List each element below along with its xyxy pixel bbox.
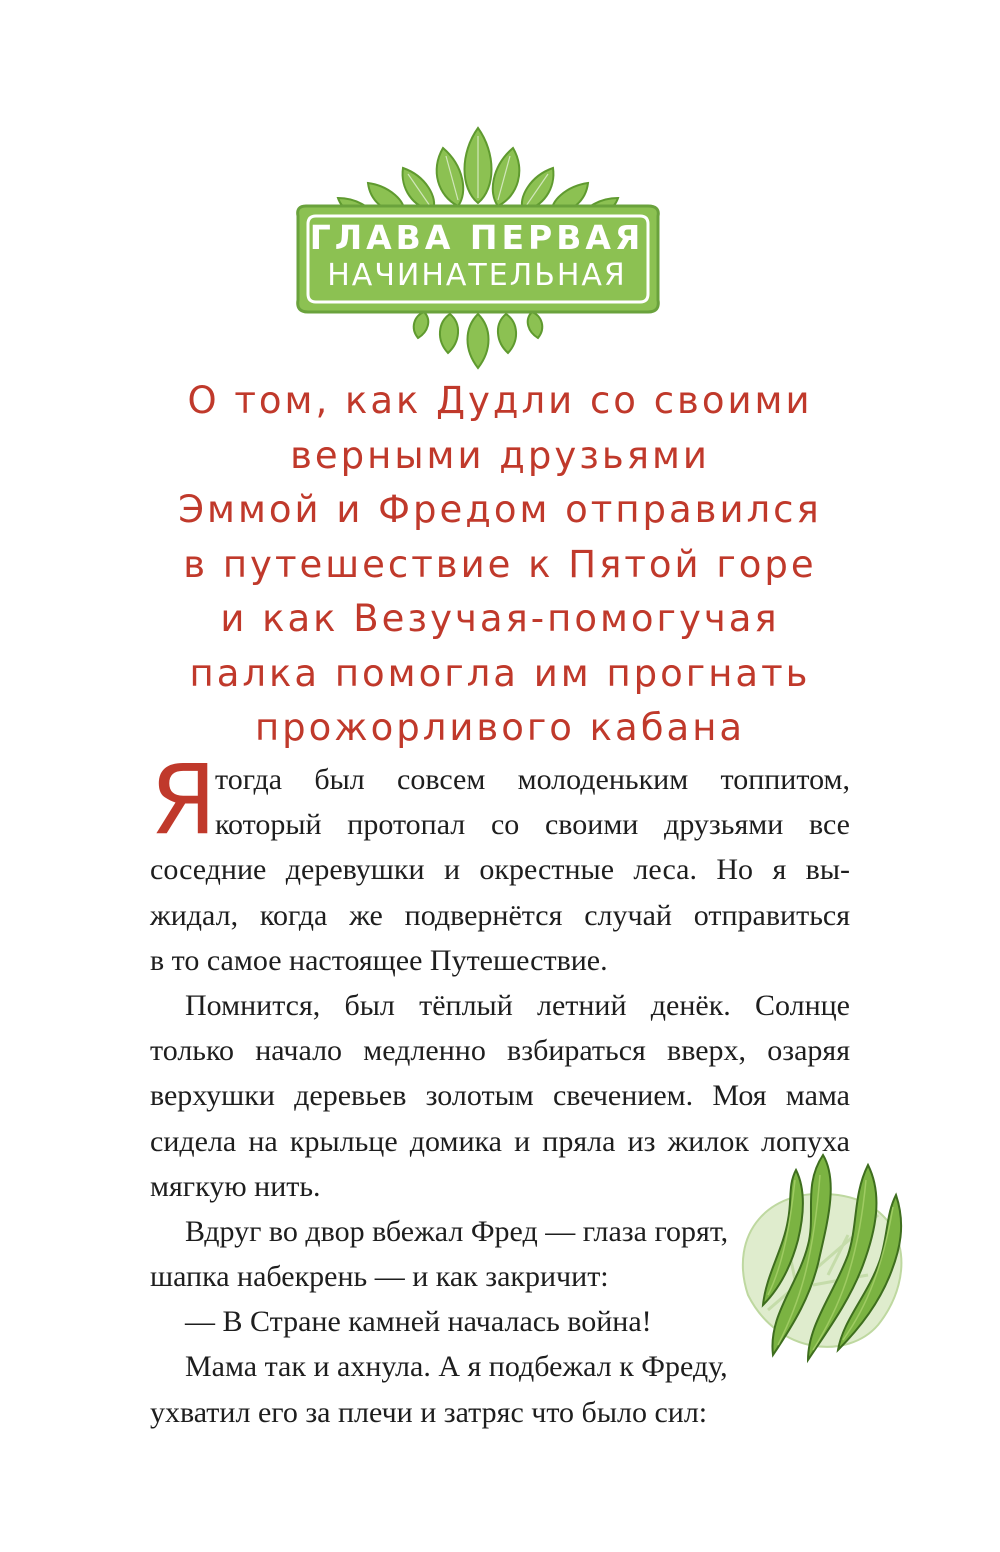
summary-line: Эммой и Фредом отправился bbox=[178, 488, 822, 531]
text-line: Помнится, был тёплый летний денёк. Солнце bbox=[185, 988, 850, 1022]
text-line: шапка набекрень — и как закричит: bbox=[150, 1260, 609, 1294]
summary-line: О том, как Дудли со своими bbox=[187, 379, 813, 422]
text-line: в то самое настоящее Путешествие. bbox=[150, 943, 608, 977]
chapter-summary bbox=[140, 374, 860, 756]
text-line: Вдруг во двор вбежал Фред — глаза горят, bbox=[185, 1214, 729, 1248]
text-line: мягкую нить. bbox=[150, 1169, 321, 1203]
summary-line: верными друзьями bbox=[290, 433, 710, 477]
summary-line: палка помогла им прогнать bbox=[189, 651, 811, 695]
text-line: только начало медленно взбираться вверх, озаряя bbox=[150, 1034, 850, 1068]
text-line: — В Стране камней началась война! bbox=[185, 1305, 652, 1339]
summary-line: и как Везучая-помогучая bbox=[220, 597, 780, 640]
text-line: ухватил его за плечи и затряс что было сил: bbox=[150, 1395, 708, 1429]
summary-line: в путешествие к Пятой горе bbox=[183, 542, 817, 586]
summary-line: прожорливого кабана bbox=[254, 706, 746, 749]
text-line: соседние деревушки и окрестные леса. Но я вы- bbox=[150, 853, 850, 887]
text-line: который протопал со своими друзьями все bbox=[215, 808, 850, 842]
text-line: сидела на крыльце домика и пряла из жилок лопуха bbox=[150, 1124, 850, 1158]
text-line: верхушки деревьев золотым свечением. Моя мама bbox=[150, 1079, 850, 1113]
drop-cap: Я bbox=[150, 744, 217, 856]
text-line: тогда был совсем молоденьким топпитом, bbox=[215, 763, 850, 796]
text-line: Мама так и ахнула. А я подбежал к Фреду, bbox=[185, 1350, 728, 1384]
leaf-illustration-icon bbox=[728, 1135, 918, 1370]
chapter-badge bbox=[268, 118, 688, 378]
chapter-subtitle: НАЧИНАТЕЛЬНАЯ bbox=[327, 258, 627, 293]
chapter-title: ГЛАВА ПЕРВАЯ bbox=[309, 218, 645, 257]
text-line: жидал, когда же подвернётся случай отправиться bbox=[150, 898, 850, 932]
